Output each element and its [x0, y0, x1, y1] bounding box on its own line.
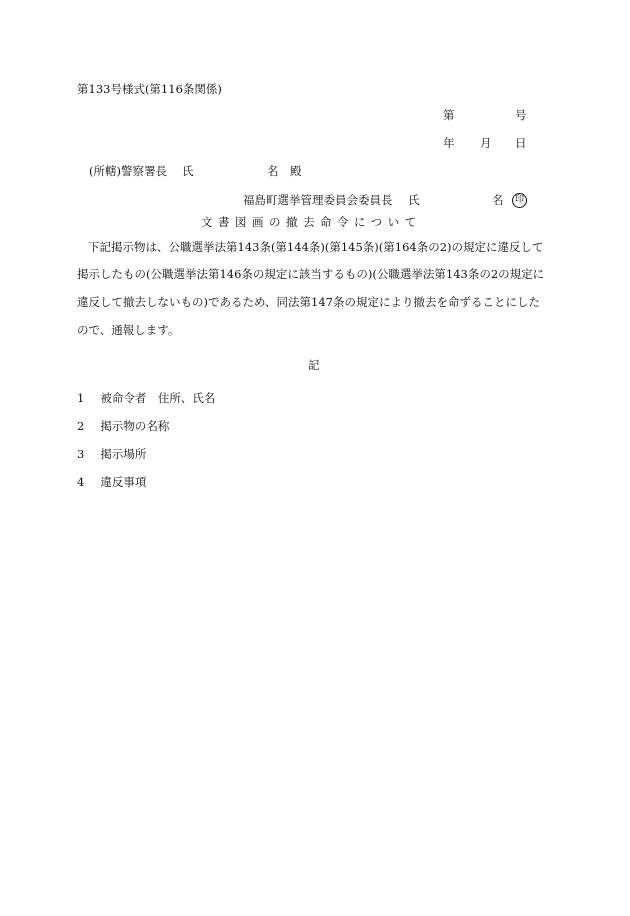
doc-number-dai: 第: [443, 108, 455, 122]
form-label: 第133号様式(第116条関係): [77, 82, 222, 96]
addressee-dono: 殿: [290, 164, 302, 178]
sender-shi: 氏: [408, 193, 420, 207]
list-item: [77, 393, 215, 405]
sender-mei: 名: [492, 193, 504, 207]
addressee-title: (所轄)警察署長: [89, 164, 167, 178]
item-text: 掲示場所: [100, 447, 147, 461]
item-number: 2: [77, 419, 85, 433]
addressee-mei: 名: [267, 164, 279, 178]
seal-wrapper: [512, 193, 527, 208]
date-year: 年: [443, 136, 455, 150]
body-line-3: 違反して撤去しないもの)であるため、同法第147条の規定により撤去を命ずることにした: [77, 295, 540, 309]
item-text: 違反事項: [100, 475, 147, 489]
sender-org: 福島町選挙管理委員会委員長: [243, 193, 393, 207]
date-month: 月: [480, 136, 492, 150]
item-number: 4: [77, 475, 85, 489]
body-line-4: ので、通報します。: [77, 323, 180, 337]
item-text: 掲示物の名称: [100, 419, 170, 433]
doc-number-go: 号: [515, 108, 527, 122]
addressee-shi: 氏: [182, 164, 194, 178]
body-line-1: 下記掲示物は、公職選挙法第143条(第144条)(第145条)(第164条の2)の規定に違反して: [88, 240, 544, 254]
document-title: 文書図画の撤去命令について: [201, 215, 422, 229]
item-number: 1: [77, 391, 85, 405]
item-text: 被命令者 住所、氏名: [100, 391, 216, 405]
seal-mark: 印: [512, 193, 527, 208]
list-item: [77, 421, 169, 433]
list-item: [77, 477, 146, 489]
item-number: 3: [77, 447, 85, 461]
body-line-2: 掲示したもの(公職選挙法第146条の規定に該当するもの)(公職選挙法第143条の2の規定に: [77, 267, 545, 281]
date-day: 日: [515, 136, 527, 150]
list-item: [77, 449, 146, 461]
ki-heading: 記: [308, 358, 320, 372]
